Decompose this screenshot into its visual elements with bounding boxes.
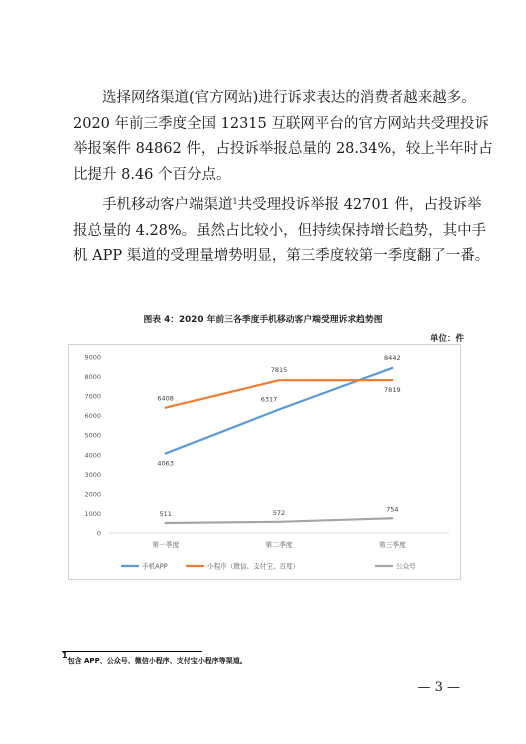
paragraph-line xyxy=(73,193,482,219)
paragraph-line: 选择网络渠道(官方网站)进行诉求表达的消费者越来越多。 xyxy=(102,90,476,106)
legend-label: 小程序（微信、支付宝、百度） xyxy=(207,562,300,571)
data-label: 6317 xyxy=(260,395,278,404)
paragraph-line: 举报案件 84862 件，占投诉举报总量的 28.34%，较上半年时占 xyxy=(73,141,493,157)
y-tick-label: 4000 xyxy=(84,451,101,460)
footnote xyxy=(62,651,247,666)
x-tick-label: 第二季度 xyxy=(265,541,293,549)
data-label: 7819 xyxy=(384,386,401,395)
y-tick-label: 1000 xyxy=(84,509,101,518)
x-tick-label: 第一季度 xyxy=(152,541,180,549)
y-tick-label: 3000 xyxy=(84,470,101,479)
data-label: 4063 xyxy=(157,459,174,468)
y-tick-label: 2000 xyxy=(84,490,101,499)
legend-label: 公众号 xyxy=(396,562,416,571)
unit-label: 单位：件 xyxy=(429,334,464,344)
series-line-2 xyxy=(166,380,393,408)
paragraph-mobile-channel xyxy=(73,193,490,270)
paragraph-line: 报总量的 4.28%。虽然占比较小，但持续保持增长趋势，其中手 xyxy=(73,222,487,239)
paragraph-text: 手机移动客户端渠道 xyxy=(102,197,233,213)
line-chart xyxy=(69,345,460,579)
data-label: 572 xyxy=(272,508,286,517)
footnote-reference: 1 xyxy=(232,197,238,206)
y-tick-label: 7000 xyxy=(84,392,101,401)
chart-title: 图表 4：2020 年前三各季度手机移动客户端受理诉求趋势图 xyxy=(143,315,383,325)
paragraph-line: 比提升 8.46 个百分点。 xyxy=(73,166,231,183)
footnote-marker: 1 xyxy=(62,651,68,660)
data-label: 511 xyxy=(159,510,172,519)
legend-label: 手机APP xyxy=(142,562,168,571)
data-label: 8442 xyxy=(384,353,401,362)
data-label: 754 xyxy=(386,505,399,514)
y-tick-label: 6000 xyxy=(84,412,101,421)
paragraph-line: 机 APP 渠道的受理量增势明显，第三季度较第一季度翻了一番。 xyxy=(73,248,490,264)
chart-frame xyxy=(68,344,461,580)
y-tick-label: 9000 xyxy=(84,353,101,362)
paragraph-line: 2020 年前三季度全国 12315 互联网平台的官方网站共受理投诉 xyxy=(73,115,489,132)
series-line-3 xyxy=(166,518,393,523)
data-label: 7815 xyxy=(270,366,288,375)
y-tick-label: 8000 xyxy=(84,373,101,382)
paragraph-website-channel xyxy=(73,86,493,188)
footnote-divider xyxy=(62,651,202,652)
y-tick-label: 5000 xyxy=(84,431,101,440)
footnote-text: 包含 APP、公众号、微信小程序、支付宝小程序等渠道。 xyxy=(67,657,247,665)
x-tick-label: 第三季度 xyxy=(378,541,406,549)
data-label: 6408 xyxy=(157,394,174,403)
y-tick-label: 0 xyxy=(96,529,101,538)
page-number: — 3 — xyxy=(417,680,460,695)
paragraph-text: 共受理投诉举报 42701 件，占投诉举 xyxy=(237,197,482,213)
